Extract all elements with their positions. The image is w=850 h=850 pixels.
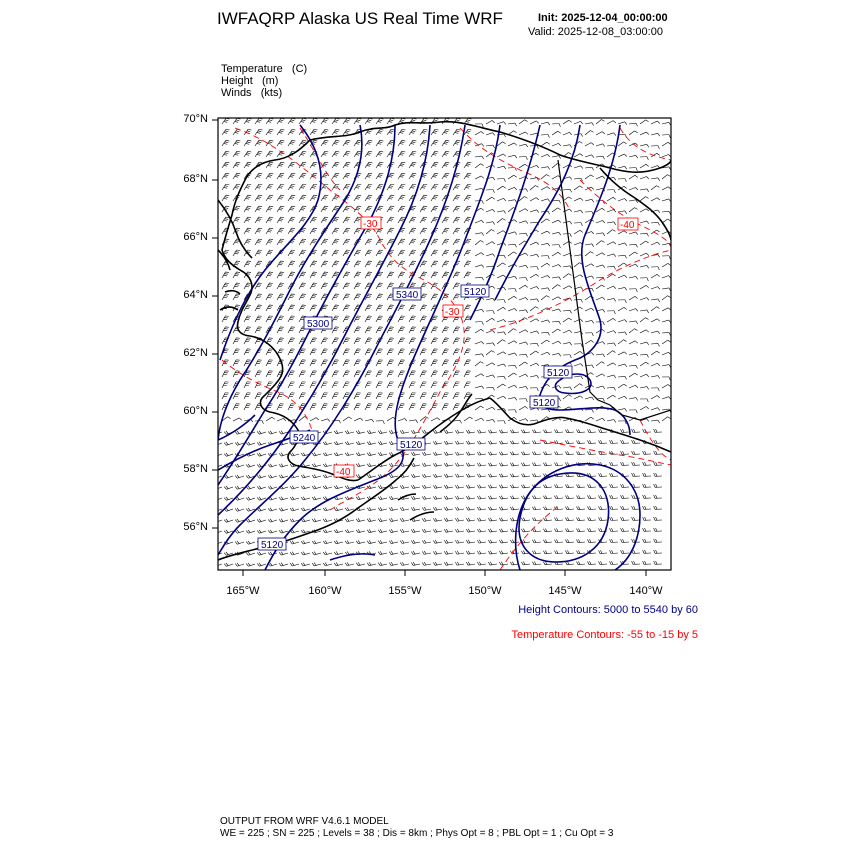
wind-barb-flag	[215, 508, 217, 511]
wind-barb-flag	[215, 552, 217, 555]
wind-barb-flag	[213, 465, 215, 468]
map-content	[213, 118, 671, 570]
wind-barb-flag	[213, 531, 215, 534]
wind-barb-flag	[213, 487, 215, 490]
wind-barb-flag	[215, 453, 217, 456]
wind-barb-flag	[213, 542, 215, 545]
wind-barb-flag	[215, 431, 217, 434]
wind-barb-flag	[215, 497, 217, 500]
wind-barb-flag	[215, 541, 217, 544]
legend-temperature: Temperature (C)	[221, 63, 308, 75]
wind-barb-flag	[213, 509, 215, 512]
wind-barb-flag	[213, 432, 215, 435]
wind-barb-flag	[215, 530, 217, 533]
valid-time: Valid: 2025-12-08_03:00:00	[528, 26, 663, 38]
wind-barb-flag	[215, 486, 217, 489]
wind-barb-flag	[213, 454, 215, 457]
wind-barb-flag	[213, 443, 215, 446]
legend-height: Height (m)	[221, 75, 279, 87]
wind-barb-flag	[215, 442, 217, 445]
legend-winds: Winds (kts)	[221, 87, 283, 99]
page-title: IWFAQRP Alaska US Real Time WRF	[217, 9, 503, 28]
wind-barb-flag	[213, 553, 215, 556]
wind-barb-flag	[215, 464, 217, 467]
init-time: Init: 2025-12-04_00:00:00	[538, 12, 668, 24]
wind-barb-flag	[215, 475, 217, 478]
wind-barb-flag	[215, 519, 217, 522]
wind-barb-flag	[213, 498, 215, 501]
wind-barb-flag	[213, 476, 215, 479]
wind-barb-flag	[213, 520, 215, 523]
